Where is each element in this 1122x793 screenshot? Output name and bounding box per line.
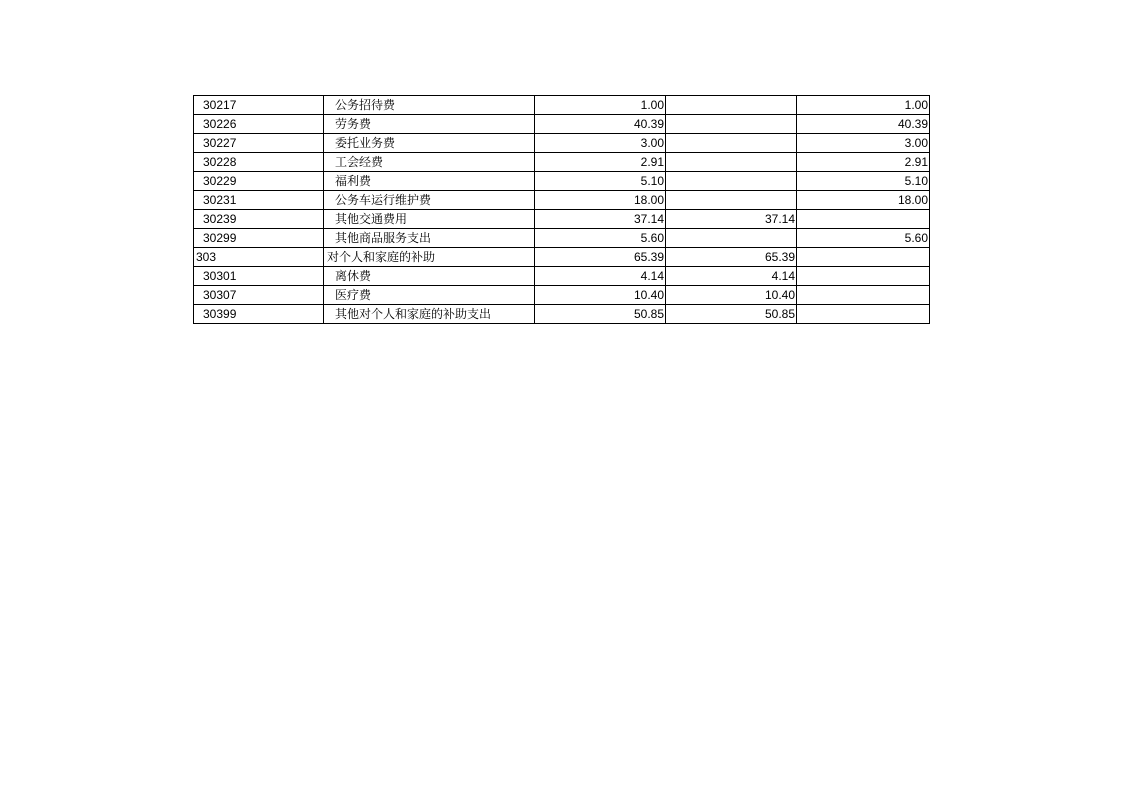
account-name-cell: 其他交通费用: [324, 210, 535, 229]
account-code-cell: 30228: [194, 153, 324, 172]
basic-amount-cell: 4.14: [666, 267, 797, 286]
total-amount-cell: 2.91: [535, 153, 666, 172]
project-amount-cell: 5.10: [797, 172, 930, 191]
account-code-cell: 30217: [194, 96, 324, 115]
basic-amount-cell: [666, 229, 797, 248]
account-name-cell: 对个人和家庭的补助: [324, 248, 535, 267]
basic-amount-cell: [666, 115, 797, 134]
project-amount-cell: 2.91: [797, 153, 930, 172]
account-code-cell: 30227: [194, 134, 324, 153]
table-row: [194, 96, 930, 115]
basic-amount-cell: 10.40: [666, 286, 797, 305]
project-amount-cell: [797, 248, 930, 267]
project-amount-cell: [797, 305, 930, 324]
account-code-cell: 30301: [194, 267, 324, 286]
project-amount-cell: 18.00: [797, 191, 930, 210]
project-amount-cell: 3.00: [797, 134, 930, 153]
account-code-cell: 30399: [194, 305, 324, 324]
total-amount-cell: 50.85: [535, 305, 666, 324]
table-row: [194, 248, 930, 267]
account-name-cell: 离休费: [324, 267, 535, 286]
basic-amount-cell: 65.39: [666, 248, 797, 267]
total-amount-cell: 1.00: [535, 96, 666, 115]
total-amount-cell: 5.10: [535, 172, 666, 191]
total-amount-cell: 37.14: [535, 210, 666, 229]
basic-amount-cell: [666, 153, 797, 172]
table-row: [194, 267, 930, 286]
table-row: [194, 305, 930, 324]
table-row: [194, 153, 930, 172]
total-amount-cell: 4.14: [535, 267, 666, 286]
account-code-cell: 30299: [194, 229, 324, 248]
account-name-cell: 工会经费: [324, 153, 535, 172]
table-row: [194, 229, 930, 248]
account-code-cell: 30226: [194, 115, 324, 134]
budget-table: [193, 95, 930, 324]
table-row: [194, 210, 930, 229]
project-amount-cell: [797, 267, 930, 286]
table-row: [194, 286, 930, 305]
account-name-cell: 公务车运行维护费: [324, 191, 535, 210]
account-name-cell: 劳务费: [324, 115, 535, 134]
account-code-cell: 30231: [194, 191, 324, 210]
total-amount-cell: 40.39: [535, 115, 666, 134]
account-name-cell: 委托业务费: [324, 134, 535, 153]
table-row: [194, 134, 930, 153]
project-amount-cell: [797, 286, 930, 305]
total-amount-cell: 18.00: [535, 191, 666, 210]
basic-amount-cell: [666, 172, 797, 191]
account-name-cell: 公务招待费: [324, 96, 535, 115]
account-name-cell: 其他对个人和家庭的补助支出: [324, 305, 535, 324]
project-amount-cell: 40.39: [797, 115, 930, 134]
budget-table-body: [194, 96, 930, 324]
total-amount-cell: 10.40: [535, 286, 666, 305]
total-amount-cell: 5.60: [535, 229, 666, 248]
project-amount-cell: [797, 210, 930, 229]
account-code-cell: 30229: [194, 172, 324, 191]
table-row: [194, 115, 930, 134]
account-name-cell: 其他商品服务支出: [324, 229, 535, 248]
basic-amount-cell: 37.14: [666, 210, 797, 229]
project-amount-cell: 1.00: [797, 96, 930, 115]
account-name-cell: 医疗费: [324, 286, 535, 305]
basic-amount-cell: [666, 96, 797, 115]
total-amount-cell: 65.39: [535, 248, 666, 267]
basic-amount-cell: 50.85: [666, 305, 797, 324]
account-code-cell: 30239: [194, 210, 324, 229]
total-amount-cell: 3.00: [535, 134, 666, 153]
account-code-cell: 303: [194, 248, 324, 267]
account-code-cell: 30307: [194, 286, 324, 305]
basic-amount-cell: [666, 134, 797, 153]
account-name-cell: 福利费: [324, 172, 535, 191]
basic-amount-cell: [666, 191, 797, 210]
table-row: [194, 191, 930, 210]
project-amount-cell: 5.60: [797, 229, 930, 248]
table-row: [194, 172, 930, 191]
